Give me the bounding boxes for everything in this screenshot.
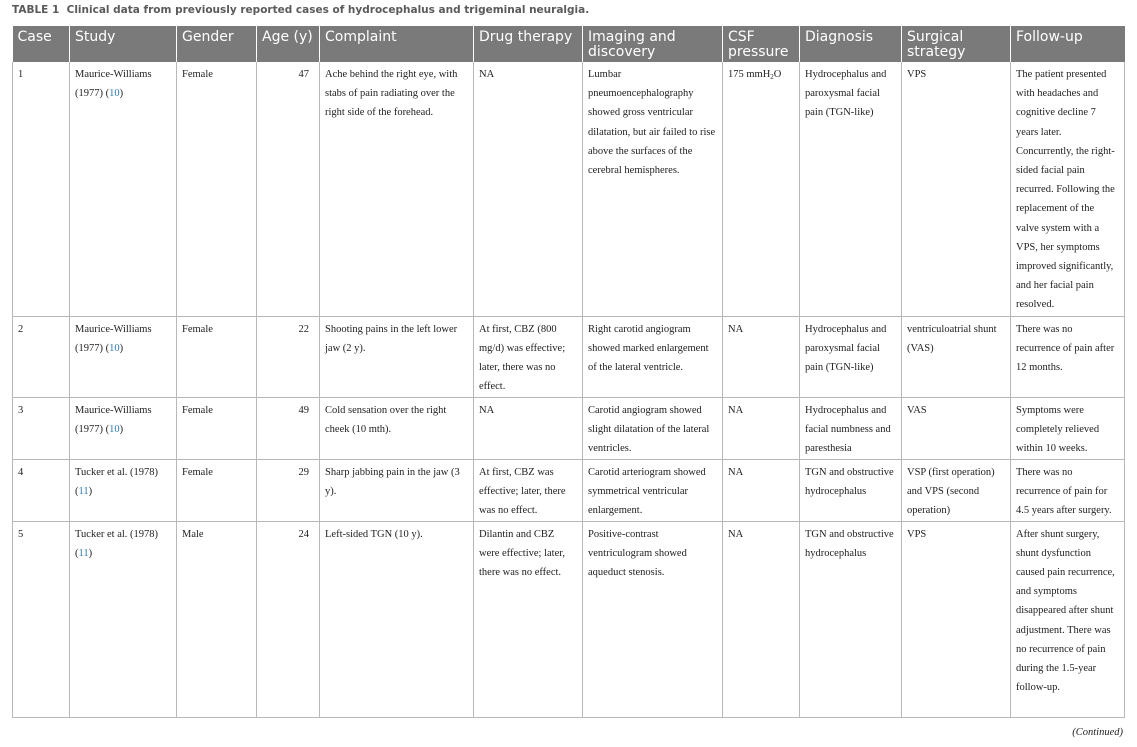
- study-author: Tucker et al. (1978): [75, 466, 159, 478]
- header-follow-up: Follow-up: [1011, 26, 1125, 62]
- study-close: ): [119, 88, 124, 100]
- cell-follow-up: After shunt surgery, shunt dysfunction caused pain recurrence, and symptoms disappeared after shunt adjustment. There was no recurrence of pain during the 1.5-year follow-up.: [1011, 521, 1125, 717]
- table-caption: [12, 4, 589, 16]
- cell-imaging: Positive-contrast ventriculogram showed aqueduct stenosis.: [583, 521, 723, 717]
- cell-surgical-strategy: ventriculoatrial shunt (VAS): [902, 316, 1011, 397]
- table-row: [13, 397, 1125, 459]
- cell-follow-up: There was no recurrence of pain after 12 months.: [1011, 316, 1125, 397]
- continued-note: (Continued): [1072, 727, 1123, 738]
- table-caption-label: TABLE 1: [12, 4, 60, 16]
- cell-surgical-strategy: VPS: [902, 62, 1011, 316]
- cell-drug-therapy: NA: [474, 62, 583, 316]
- cell-follow-up: Symptoms were completely relieved within 10 weeks.: [1011, 397, 1125, 459]
- cell-follow-up: The patient presented with headaches and cognitive decline 7 years later. Concurrently, the right-sided facial pain recurred. Following the replacement of the valve system with a VPS, her symptoms improved significantly, and her facial pain resolved.: [1011, 62, 1125, 316]
- table-row: [13, 459, 1125, 521]
- csf-value: 175 mmH: [728, 69, 771, 80]
- cell-gender: Female: [177, 316, 257, 397]
- cell-drug-therapy: NA: [474, 397, 583, 459]
- cell-diagnosis: TGN and obstructive hydrocephalus: [800, 521, 902, 717]
- header-age: Age (y): [257, 26, 320, 62]
- study-year: (: [75, 547, 79, 559]
- header-study: Study: [70, 26, 177, 62]
- cell-surgical-strategy: VPS: [902, 521, 1011, 717]
- cell-case: 3: [13, 397, 70, 459]
- cell-study: [70, 397, 177, 459]
- study-close: ): [88, 485, 93, 497]
- table-row: [13, 62, 1125, 316]
- cell-age: 24: [257, 521, 320, 717]
- cell-follow-up: There was no recurrence of pain for 4.5 years after surgery.: [1011, 459, 1125, 521]
- cell-gender: Female: [177, 459, 257, 521]
- cell-study: [70, 459, 177, 521]
- csf-unit: O: [773, 69, 782, 80]
- cell-csf-pressure: [723, 62, 800, 316]
- cell-csf-pressure: NA: [723, 316, 800, 397]
- cell-age: 29: [257, 459, 320, 521]
- study-year: (: [75, 485, 79, 497]
- cell-gender: Male: [177, 521, 257, 717]
- study-author: Maurice-Williams: [75, 69, 152, 80]
- cell-case: 1: [13, 62, 70, 316]
- cell-imaging: Right carotid angiogram showed marked enlargement of the lateral ventricle.: [583, 316, 723, 397]
- cell-diagnosis: Hydrocephalus and paroxysmal facial pain (TGN-like): [800, 62, 902, 316]
- cell-csf-pressure: NA: [723, 459, 800, 521]
- header-surgical-strategy: Surgical strategy: [902, 26, 1011, 62]
- cell-imaging: Carotid angiogram showed slight dilatation of the lateral ventricles.: [583, 397, 723, 459]
- cell-gender: Female: [177, 397, 257, 459]
- study-close: ): [88, 547, 93, 559]
- cell-case: 5: [13, 521, 70, 717]
- header-case: Case: [13, 26, 70, 62]
- clinical-data-table: [12, 26, 1125, 718]
- cell-diagnosis: TGN and obstructive hydrocephalus: [800, 459, 902, 521]
- cell-drug-therapy: At first, CBZ (800 mg/d) was effective; later, there was no effect.: [474, 316, 583, 397]
- study-year: (1977) (: [75, 88, 110, 100]
- cell-diagnosis: Hydrocephalus and facial numbness and paresthesia: [800, 397, 902, 459]
- cell-case: 2: [13, 316, 70, 397]
- cell-complaint: Left-sided TGN (10 y).: [320, 521, 474, 717]
- cell-complaint: Cold sensation over the right cheek (10 mth).: [320, 397, 474, 459]
- cell-drug-therapy: Dilantin and CBZ were effective; later, there was no effect.: [474, 521, 583, 717]
- cell-case: 4: [13, 459, 70, 521]
- study-author: Tucker et al. (1978): [75, 528, 159, 540]
- cell-surgical-strategy: VAS: [902, 397, 1011, 459]
- cell-diagnosis: Hydrocephalus and paroxysmal facial pain (TGN-like): [800, 316, 902, 397]
- cell-gender: Female: [177, 62, 257, 316]
- study-year: (1977) (: [75, 423, 110, 435]
- cell-age: 47: [257, 62, 320, 316]
- cell-complaint: Ache behind the right eye, with stabs of pain radiating over the right side of the forehead.: [320, 62, 474, 316]
- cell-study: [70, 62, 177, 316]
- header-diagnosis: Diagnosis: [800, 26, 902, 62]
- header-drug-therapy: Drug therapy: [474, 26, 583, 62]
- cell-csf-pressure: NA: [723, 521, 800, 717]
- study-year: (1977) (: [75, 342, 110, 354]
- cell-age: 22: [257, 316, 320, 397]
- study-close: ): [119, 423, 124, 435]
- reference-link[interactable]: 10: [109, 423, 120, 435]
- cell-surgical-strategy: VSP (first operation) and VPS (second operation): [902, 459, 1011, 521]
- header-gender: Gender: [177, 26, 257, 62]
- study-close: ): [119, 342, 124, 354]
- study-author: Maurice-Williams: [75, 323, 152, 335]
- cell-drug-therapy: At first, CBZ was effective; later, there was no effect.: [474, 459, 583, 521]
- cell-imaging: Lumbar pneumoencephalography showed gross ventricular dilatation, but air failed to rise above the surfaces of the cerebral hemispheres.: [583, 62, 723, 316]
- cell-csf-pressure: NA: [723, 397, 800, 459]
- header-complaint: Complaint: [320, 26, 474, 62]
- table-row: [13, 316, 1125, 397]
- cell-study: [70, 521, 177, 717]
- cell-age: 49: [257, 397, 320, 459]
- cell-imaging: Carotid arteriogram showed symmetrical ventricular enlargement.: [583, 459, 723, 521]
- reference-link[interactable]: 11: [78, 485, 89, 497]
- header-csf-pressure: CSF pressure: [723, 26, 800, 62]
- cell-study: [70, 316, 177, 397]
- reference-link[interactable]: 10: [109, 342, 120, 354]
- reference-link[interactable]: 11: [78, 547, 89, 559]
- study-author: Maurice-Williams: [75, 404, 152, 416]
- header-imaging: Imaging and discovery: [583, 26, 723, 62]
- table-caption-text: Clinical data from previously reported cases of hydrocephalus and trigeminal neuralgia.: [66, 4, 590, 16]
- csf-subscript: 2: [770, 73, 774, 81]
- table-row: [13, 521, 1125, 717]
- reference-link[interactable]: 10: [109, 88, 120, 100]
- cell-complaint: Sharp jabbing pain in the jaw (3 y).: [320, 459, 474, 521]
- table-header-row: [13, 26, 1125, 62]
- cell-complaint: Shooting pains in the left lower jaw (2 y).: [320, 316, 474, 397]
